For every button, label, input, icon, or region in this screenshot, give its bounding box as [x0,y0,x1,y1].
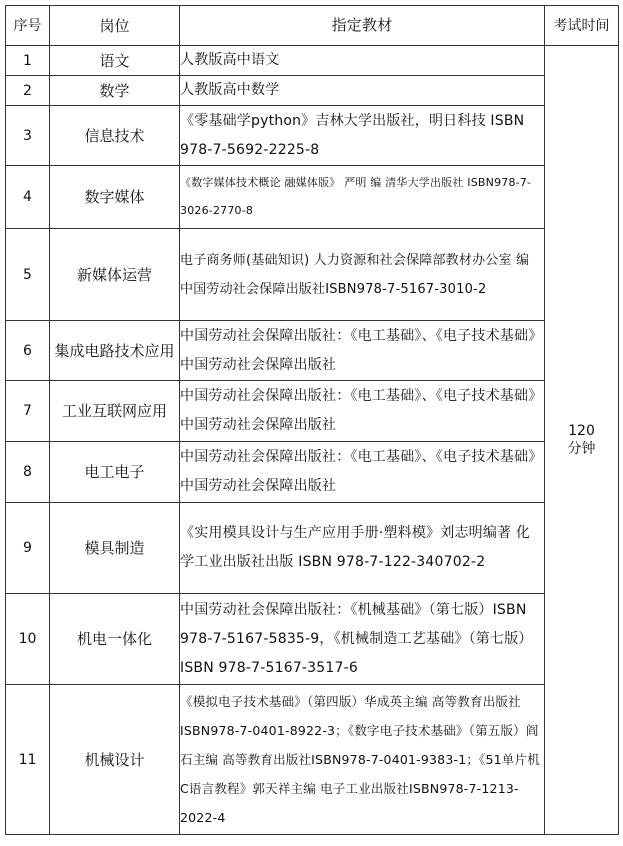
table-row [6,685,619,835]
row-index: 6 [6,321,50,381]
row-post: 集成电路技术应用 [50,321,180,381]
table-row [6,76,619,106]
header-textbook: 指定教材 [180,6,545,46]
row-post: 数字媒体 [50,166,180,229]
row-post: 语文 [50,46,180,76]
table-row [6,46,619,76]
row-textbook: 中国劳动社会保障出版社：《电工基础》、《电子技术基础》中国劳动社会保障出版社 [180,381,545,442]
table-row [6,321,619,381]
row-textbook: 《实用模具设计与生产应用手册·塑料模》刘志明编著 化学工业出版社出版 ISBN 978-7-122-340702-2 [180,503,545,594]
table-row [6,166,619,229]
row-index: 8 [6,442,50,503]
row-index: 4 [6,166,50,229]
row-index: 9 [6,503,50,594]
row-post: 工业互联网应用 [50,381,180,442]
row-post: 机械设计 [50,685,180,835]
table-row [6,229,619,321]
table-row [6,381,619,442]
row-textbook: 《模拟电子技术基础》（第四版）华成英主编 高等教育出版社ISBN978-7-0401-8922-3；《数字电子技术基础》（第五版）阎石主编 高等教育出版社ISBN978-7-0401-9383-1；《51单片机C语言教程》郭天祥主编 电子工业出版社ISBN978-7-1213-2022-4 [180,685,545,835]
header-index: 序号 [6,6,50,46]
row-textbook: 中国劳动社会保障出版社：《电工基础》、《电子技术基础》中国劳动社会保障出版社 [180,442,545,503]
row-textbook: 中国劳动社会保障出版社：《电工基础》、《电子技术基础》中国劳动社会保障出版社 [180,321,545,381]
row-post: 机电一体化 [50,594,180,685]
row-post: 信息技术 [50,106,180,166]
row-post: 电工电子 [50,442,180,503]
row-textbook: 电子商务师(基础知识) 人力资源和社会保障部教材办公室 编 中国劳动社会保障出版社ISBN978-7-5167-3010-2 [180,229,545,321]
table-row [6,106,619,166]
row-index: 3 [6,106,50,166]
textbook-table [5,5,619,835]
header-exam-time: 考试时间 [545,6,619,46]
row-index: 7 [6,381,50,442]
row-post: 模具制造 [50,503,180,594]
exam-time-value: 120分钟 [567,423,596,457]
exam-time-cell [545,46,619,835]
row-textbook: 中国劳动社会保障出版社：《机械基础》（第七版）ISBN 978-7-5167-5835-9，《机械制造工艺基础》（第七版）ISBN 978-7-5167-3517-6 [180,594,545,685]
table-row [6,442,619,503]
row-textbook: 《零基础学python》吉林大学出版社，明日科技 ISBN 978-7-5692-2225-8 [180,106,545,166]
row-post: 新媒体运营 [50,229,180,321]
row-index: 5 [6,229,50,321]
row-index: 2 [6,76,50,106]
row-index: 1 [6,46,50,76]
header-row [6,6,619,46]
table-row [6,503,619,594]
table-row [6,594,619,685]
row-textbook: 《数字媒体技术概论 融媒体版》 严明 编 清华大学出版社 ISBN978-7-3026-2770-8 [180,166,545,229]
row-textbook: 人教版高中语文 [180,46,545,76]
row-post: 数学 [50,76,180,106]
header-post: 岗位 [50,6,180,46]
row-textbook: 人教版高中数学 [180,76,545,106]
row-index: 11 [6,685,50,835]
row-index: 10 [6,594,50,685]
